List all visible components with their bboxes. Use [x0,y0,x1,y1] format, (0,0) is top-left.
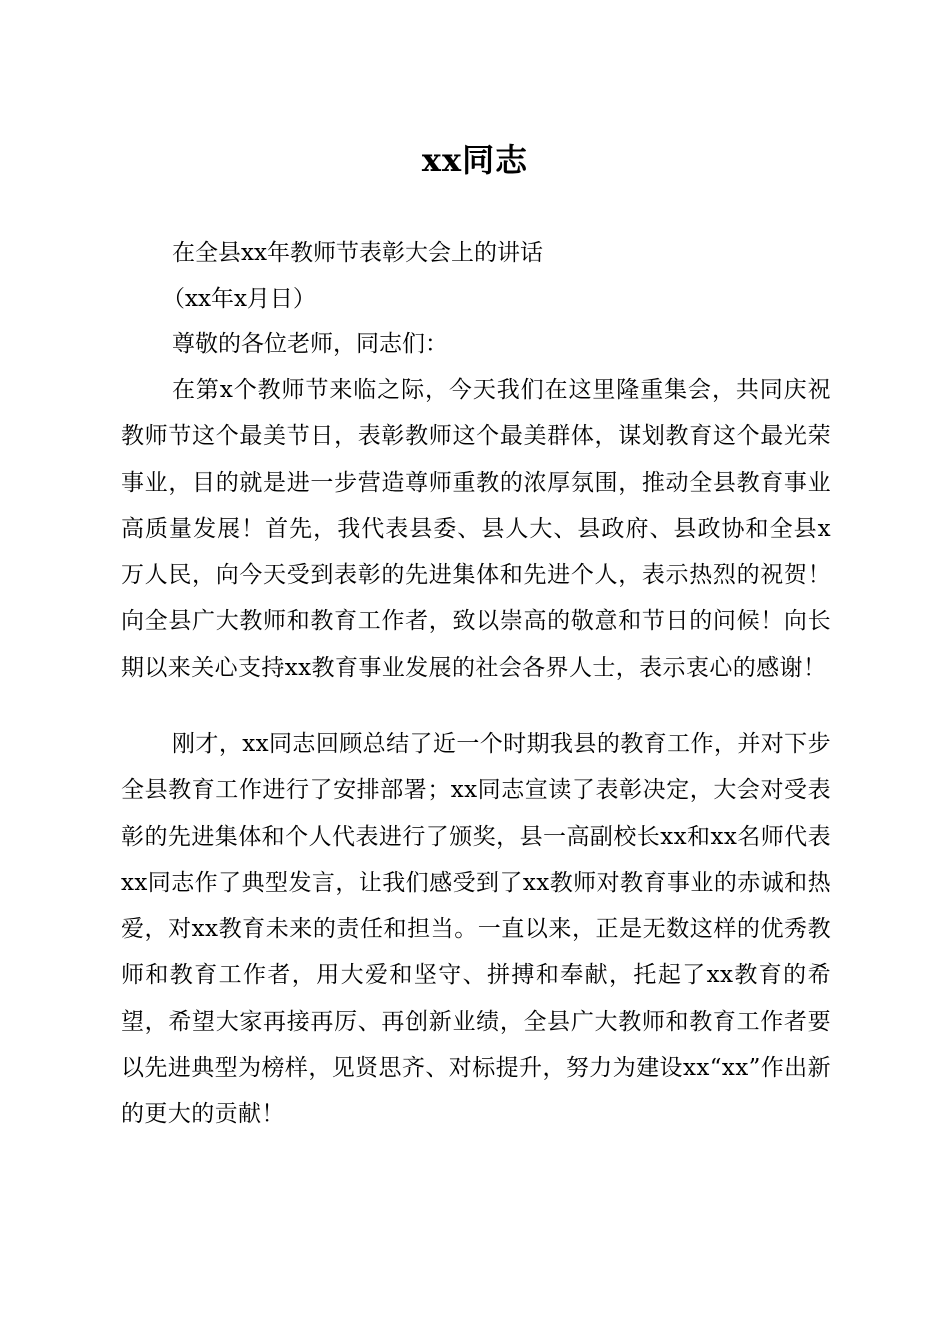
speech-subtitle: 在全县xx年教师节表彰大会上的讲话 [172,240,543,266]
paragraph-1: 在第x个教师节来临之际，今天我们在这里隆重集会，共同庆祝教师节这个最美节日，表彰教师这个最美群体，谋划教育这个最光荣事业，目的就是进一步营造尊师重教的浓厚氛围，推动全县教育事业高质量发展！首先，我代表县委、县人大、县政府、县政协和全县x万人民，向今天受到表彰的先进集体和先进个人，表示热烈的祝贺！向全县广大教师和教育工作者，致以崇高的敬意和节日的问候！向长期以来关心支持xx教育事业发展的社会各界人士，表示衷心的感谢！ [121,377,831,681]
document-title: xx同志 [421,141,529,179]
paragraph-2: 刚才，xx同志回顾总结了近一个时期我县的教育工作，并对下步全县教育工作进行了安排部署；xx同志宣读了表彰决定，大会对受表彰的先进集体和个人代表进行了颁奖，县一高副校长xx和xx名师代表xx同志作了典型发言，让我们感受到了xx教师对教育事业的赤诚和热爱，对xx教育未来的责任和担当。一直以来，正是无数这样的优秀教师和教育工作者，用大爱和坚守、拼搏和奉献，托起了xx教育的希望，希望大家再接再厉、再创新业绩，全县广大教师和教育工作者要以先进典型为榜样，见贤思齐、对标提升，努力为建设xx“xx”作出新的更大的贡献！ [121,731,831,1128]
salutation: 尊敬的各位老师，同志们： [172,331,448,357]
speech-date: （xx年x月日） [162,286,316,312]
